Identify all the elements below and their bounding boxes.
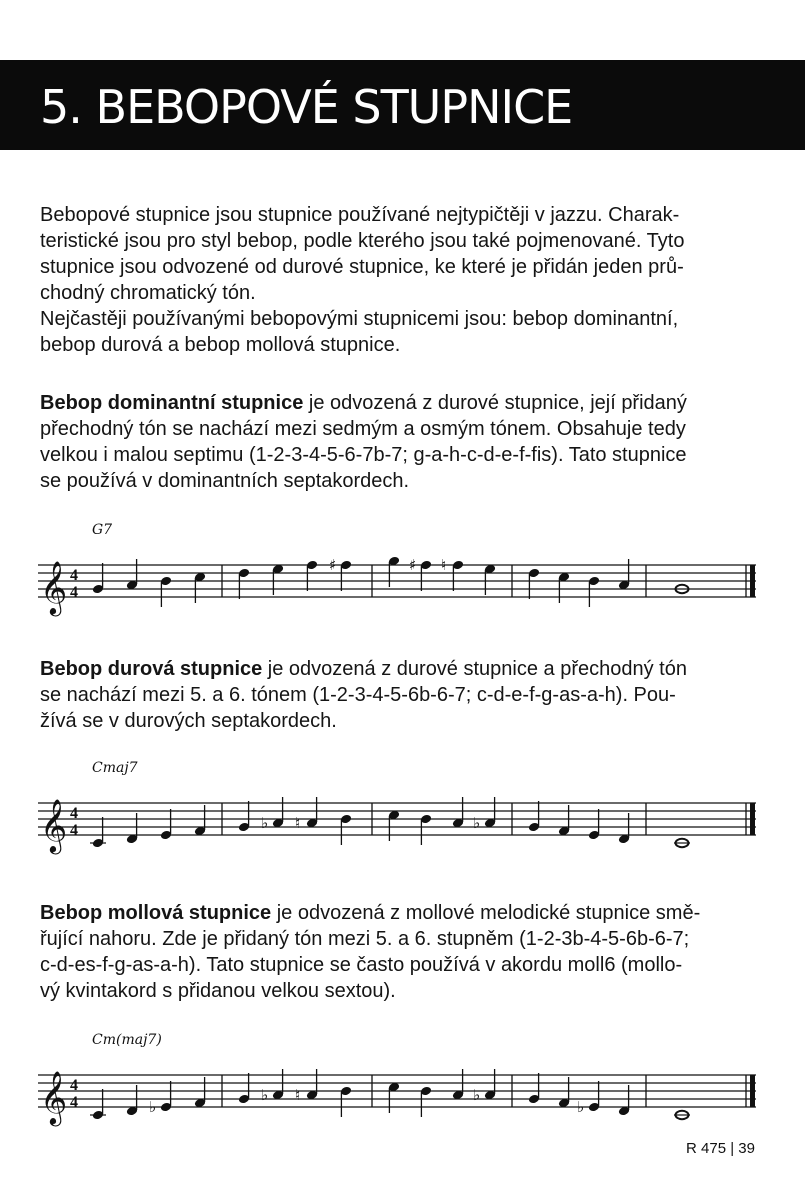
intro-line: Nejčastěji používanými bebopovými stupnicemi jsou: bebop dominantní, [40, 308, 679, 330]
section-line: je odvozená z mollové melodické stupnice smě- [271, 902, 701, 924]
flat-icon: ♭ [473, 814, 481, 832]
staff-bebop-major [34, 758, 764, 858]
time-signature-bottom: 4 [70, 584, 78, 601]
page-title: 5. BEBOPOVÉ STUPNICE [40, 80, 573, 134]
intro-line: chodný chromatický tón. [40, 282, 256, 304]
flat-icon: ♭ [261, 814, 269, 832]
flat-icon: ♭ [577, 1098, 585, 1116]
section-term: Bebop durová stupnice [40, 658, 263, 680]
treble-clef-icon: 𝄞 [40, 798, 68, 852]
section-line: se používá v dominantních septakordech. [40, 470, 410, 492]
section-line: řující nahoru. Zde je přidaný tón mezi 5. a 6. stupněm (1-2-3b-4-5-6b-6-7; [40, 928, 690, 950]
time-signature-top: 4 [70, 805, 78, 822]
section-line: vý kvintakord s přidanou velkou sextou). [40, 980, 396, 1002]
chord-symbol: G7 [92, 522, 113, 538]
time-signature-bottom: 4 [70, 1094, 78, 1111]
staff-bebop-minor [34, 1030, 764, 1130]
section-term: Bebop mollová stupnice [40, 902, 272, 924]
section-line: přechodný tón se nachází mezi sedmým a osmým tónem. Obsahuje tedy [40, 418, 686, 440]
section-line: je odvozená z durové stupnice a přechodný tón [262, 658, 687, 680]
natural-icon: ♮ [295, 814, 301, 832]
major-paragraph [40, 656, 760, 734]
time-signature-bottom: 4 [70, 822, 78, 839]
time-signature-top: 4 [70, 567, 78, 584]
section-line: velkou i malou septimu (1-2-3-4-5-6-7b-7; g-a-h-c-d-e-f-fis). Tato stupnice [40, 444, 687, 466]
final-barline-thick [750, 1075, 755, 1107]
final-barline-thick [750, 803, 755, 835]
treble-clef-icon: 𝄞 [40, 1070, 68, 1124]
time-signature-top: 4 [70, 1077, 78, 1094]
sharp-icon: ♯ [409, 556, 417, 574]
page-number: R 475 | 39 [686, 1140, 755, 1157]
minor-paragraph [40, 900, 760, 1004]
natural-icon: ♮ [441, 556, 447, 574]
section-line: je odvozená z durové stupnice, její přidaný [303, 392, 687, 414]
natural-icon: ♮ [295, 1086, 301, 1104]
chord-symbol: Cm(maj7) [92, 1032, 162, 1048]
section-line: se nachází mezi 5. a 6. tónem (1-2-3-4-5-6b-6-7; c-d-e-f-g-as-a-h). Pou- [40, 684, 676, 706]
sharp-icon: ♯ [329, 556, 337, 574]
flat-icon: ♭ [473, 1086, 481, 1104]
intro-line: bebop durová a bebop mollová stupnice. [40, 334, 401, 356]
dominant-paragraph [40, 390, 760, 494]
intro-paragraph [40, 202, 760, 358]
flat-icon: ♭ [149, 1098, 157, 1116]
section-term: Bebop dominantní stupnice [40, 392, 304, 414]
staff-bebop-dominant [34, 520, 764, 620]
section-line: c-d-es-f-g-as-a-h). Tato stupnice se často používá v akordu moll6 (mollo- [40, 954, 683, 976]
section-line: žívá se v durových septakordech. [40, 710, 337, 732]
final-barline-thick [750, 565, 755, 597]
intro-line: stupnice jsou odvozené od durové stupnice, ke které je přidán jeden prů- [40, 256, 684, 278]
intro-line: teristické jsou pro styl bebop, podle kterého jsou také pojmenované. Tyto [40, 230, 685, 252]
chord-symbol: Cmaj7 [92, 760, 138, 776]
treble-clef-icon: 𝄞 [40, 560, 68, 614]
intro-line: Bebopové stupnice jsou stupnice používané nejtypičtěji v jazzu. Charak- [40, 204, 680, 226]
flat-icon: ♭ [261, 1086, 269, 1104]
